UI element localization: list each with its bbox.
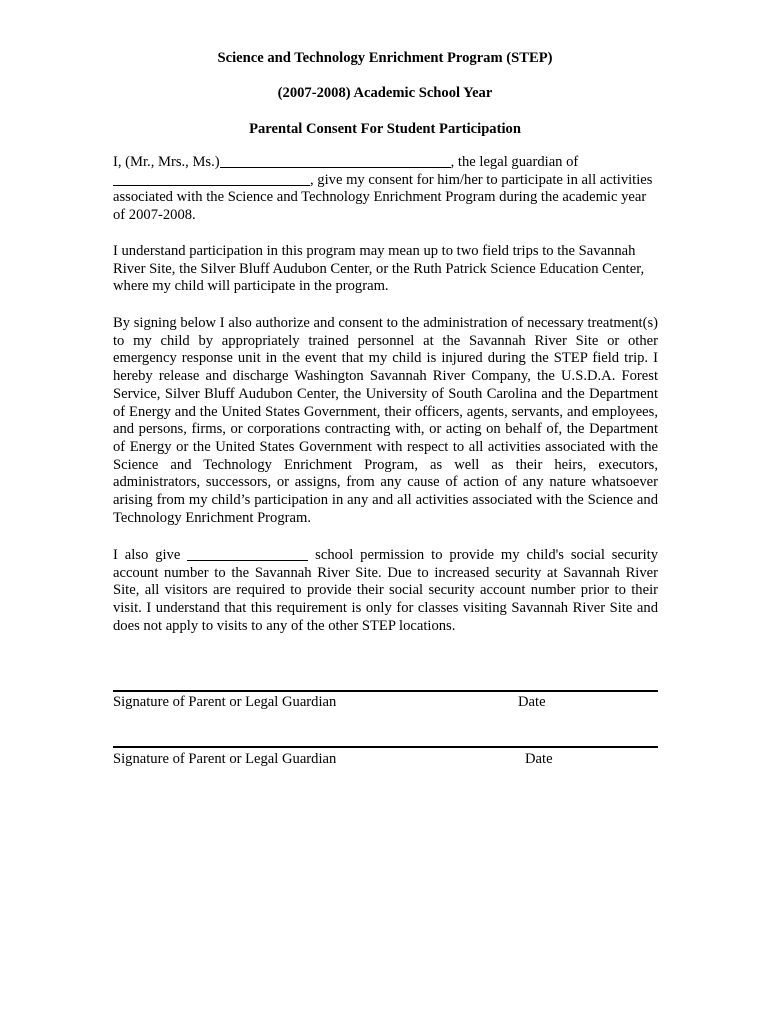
signature-label-1: Signature of Parent or Legal Guardian xyxy=(113,694,337,710)
academic-year-heading: (2007-2008) Academic School Year xyxy=(277,85,493,101)
ssn-permission-paragraph xyxy=(113,547,658,636)
consent-middle: , the legal guardian of xyxy=(450,154,579,170)
consent-prefix: I, (Mr., Mrs., Ms.) xyxy=(113,154,220,170)
ssn-rest: school permission to provide my child's social security account number to the Savannah River Site. Due to increased security at Savannah River Site, all visitors are required to provide their social security account number prior to their visit. I understand that this requirement is only for classes visiting Savannah River Site and does not apply to visits to any of the other STEP locations. xyxy=(113,547,659,634)
signature-label-2: Signature of Parent or Legal Guardian xyxy=(113,751,337,767)
consent-statement xyxy=(113,154,658,225)
school-name-blank[interactable] xyxy=(187,548,308,561)
consent-form-subtitle: Parental Consent For Student Participation xyxy=(249,121,521,137)
date-label-1: Date xyxy=(518,694,546,710)
child-name-blank[interactable] xyxy=(113,173,310,186)
signature-line-1[interactable] xyxy=(113,690,658,692)
signature-line-2[interactable] xyxy=(113,746,658,748)
ssn-prefix: I also give xyxy=(113,547,181,563)
authorization-paragraph: By signing below I also authorize and consent to the administration of necessary treatment(s) to my child by appropriately trained personnel at the Savannah River Site or other emergency response unit in the event that my child is injured during the STEP field trip. I hereby release and discharge Washington Savannah River Company, the U.S.D.A. Forest Service, Silver Bluff Audubon Center, the University of South Carolina and the Department of Energy and the United States Government, their officers, agents, servants, and employees, and persons, firms, or corporations contracting with, or acting on behalf of, the Department of Energy or the United States Government with respect to all activities associated with the Science and Technology Enrichment Program, as well as their heirs, executors, administrators, successors, or assigns, from any cause of action of any nature whatsoever arising from my child’s participation in any and all activities associated with the Science and Technology Enrichment Program. xyxy=(113,315,658,526)
program-title: Science and Technology Enrichment Program (STEP) xyxy=(217,50,553,66)
date-label-2: Date xyxy=(525,751,553,767)
guardian-name-blank[interactable] xyxy=(220,155,451,168)
field-trips-paragraph: I understand participation in this program may mean up to two field trips to the Savannah River Site, the Silver Bluff Audubon Center, or the Ruth Patrick Science Education Center, where my child will participate in the program. xyxy=(113,243,645,295)
consent-after-child: , give my consent for him/her to participate in all activities associated with the Science and Technology Enrichment Program during the academic year of 2007-2008. xyxy=(113,171,653,224)
